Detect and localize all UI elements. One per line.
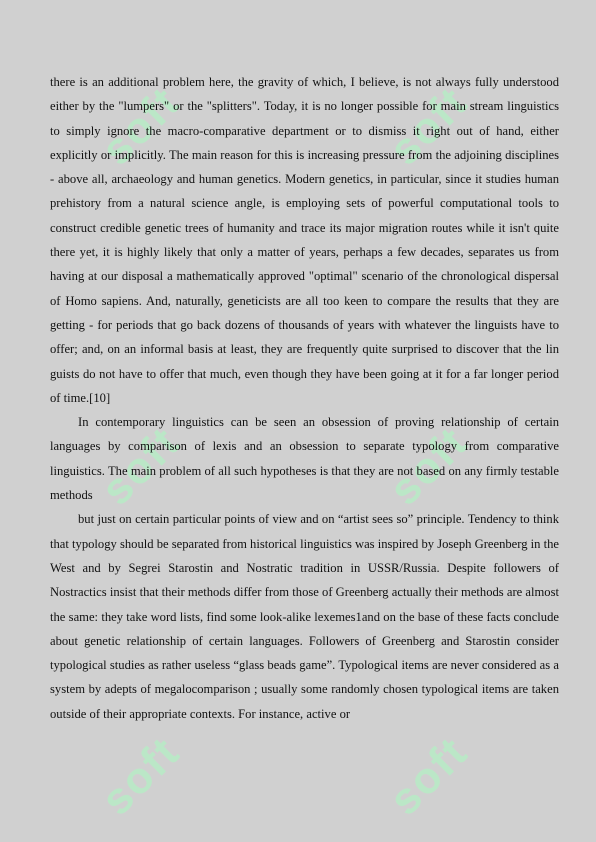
paragraph: In contemporary linguistics can be seen an obsession of proving relationship of certain languages by comparison of lexis and an obsession to separate typology from comparative linguistics. The main problem of all such hypotheses is that they are not based on any firmly testable methods bbox=[50, 415, 559, 503]
watermark-logo: soft bbox=[380, 727, 478, 825]
watermark-logo: soft bbox=[380, 77, 478, 175]
paragraph: but just on certain particular points of view and on “artist sees so” principle. Tendency to think that typology should be separated from historical linguistics was inspired by Joseph Greenberg in the West and by Segrei Starostin and Nostratic tradition in USSR/Russia. Despite followers of Nostractics insist that their methods differ from those of Greenberg actually their methods are almost the same: they take word lists, find some look-alike lexemes1and on the base of these facts conclude about genetic relationship of certain languages. Followers of Greenberg and Starostin consider typological studies as rather useless “glass beads game”. Typological items are never considered as a system by adepts of megalocomparison ; usually some randomly chosen typological items are taken outside of their appropriate contexts. For instance, active or bbox=[50, 512, 560, 721]
watermark-logo: soft bbox=[92, 727, 190, 825]
watermark-logo: soft bbox=[380, 417, 478, 515]
paragraph: there is an additional problem here, the gravity of which, I believe, is not always fully understood either by the "lumpers" or the "splitters". Today, it is no longer possible for main stream linguistics to simply ignore the macro-comparative department or to dismiss it right out of hand, either explicitly or implicitly. The main reason for this is increasing pressure from the adjoining disciplines - above all, archaeology and human genetics. Modern genetics, in particular, since it studies human prehistory from a natural science angle, is employing sets of powerful computational tools to construct credible genetic trees of humanity and trace its major migration routes while it isn't quite there yet, it is highly likely that only a matter of years, perhaps a few decades, separates us from having at our disposal a mathematically approved "optimal" scenario of the chronological dispersal of Homo sapiens. And, naturally, geneticists are all too keen to compare the results that they are getting - for periods that go back dozens of thousands of years with whatever the linguists have to offer; and, on an informal basis at least, they are frequently quite surprised to discover that the lin guists do not have to offer that much, even though they have been going at it for a far longer period of time.[10] bbox=[50, 75, 559, 405]
body-text bbox=[50, 70, 559, 726]
watermark-logo: soft bbox=[92, 77, 190, 175]
watermark-logo: soft bbox=[92, 417, 190, 515]
